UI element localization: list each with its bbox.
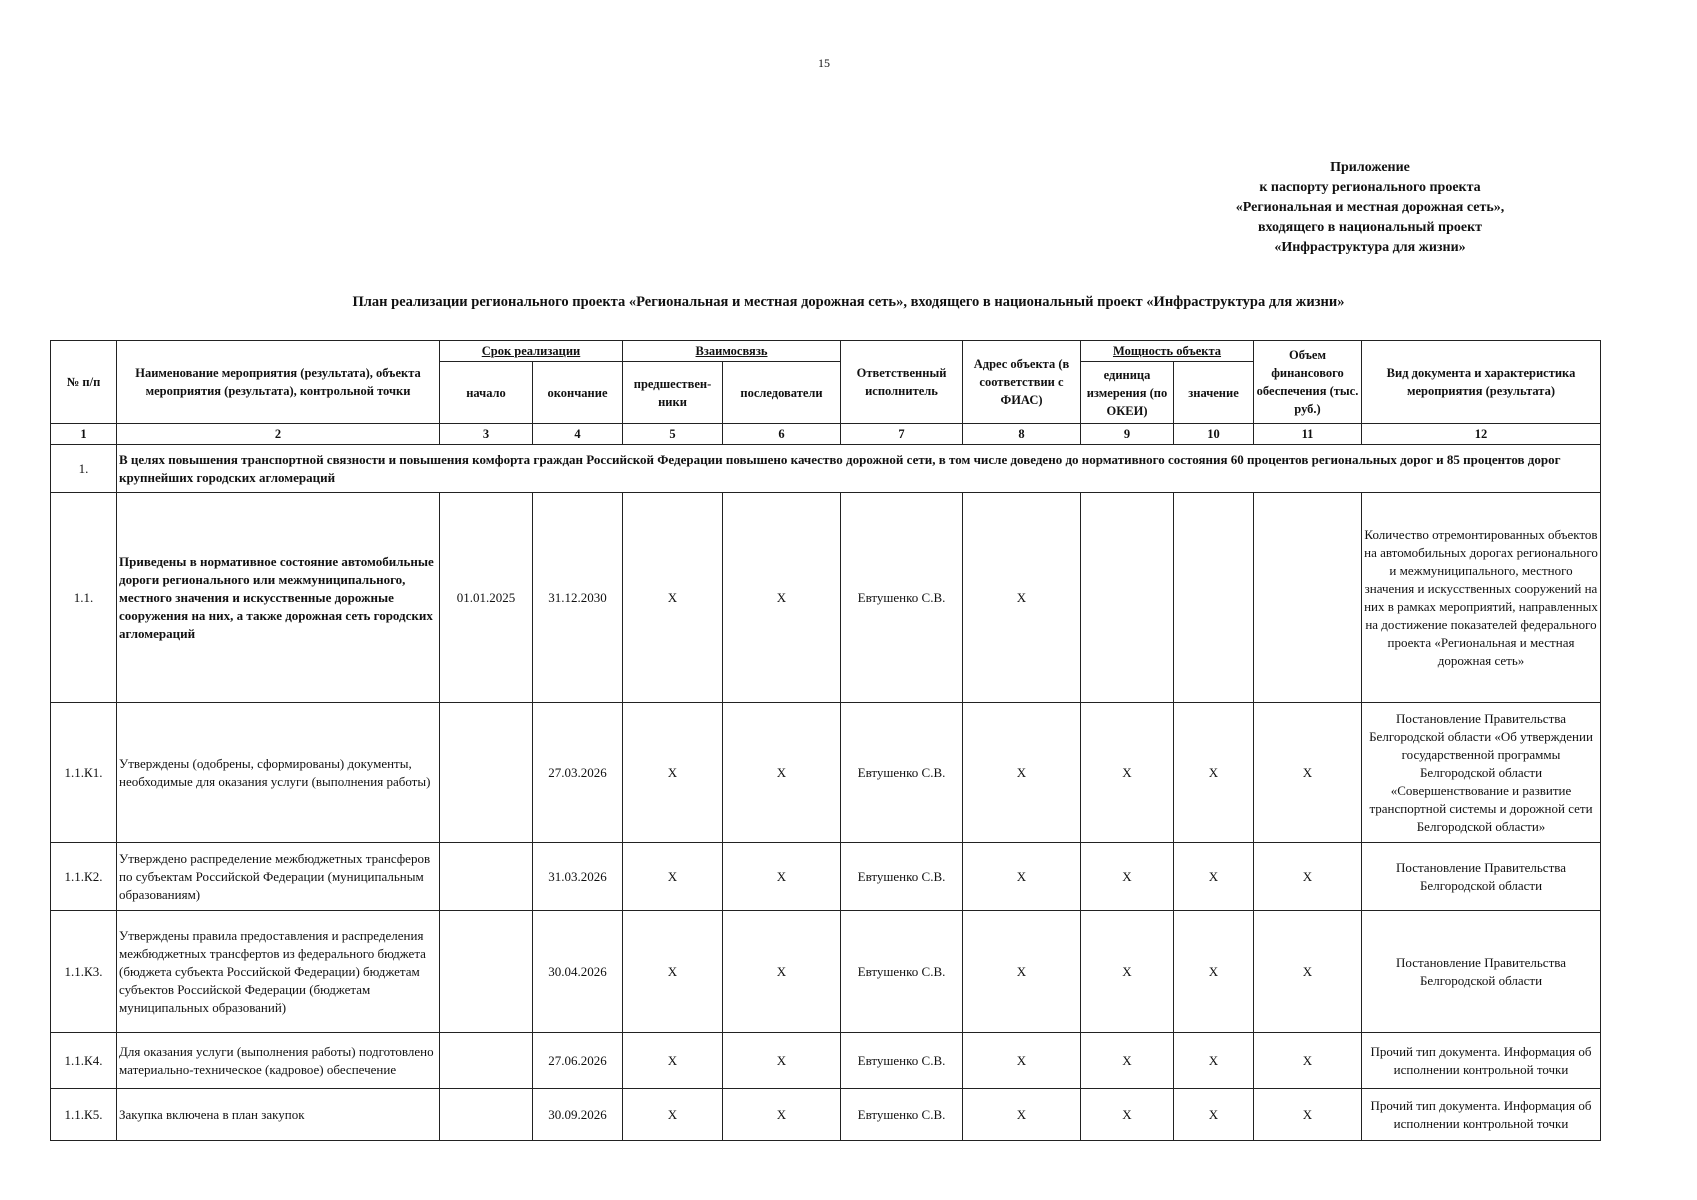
row-name: Утверждено распределение межбюджетных трансферов по субъектам Российской Федерации (муниципальным образованиям) [117, 843, 440, 911]
row-address: X [963, 703, 1081, 843]
row-name: Утверждены правила предоставления и распределения межбюджетных трансфертов из федерального бюджета (бюджета субъекта Российской Федерации) бюджетам субъектов Российской Федерации (бюджетам муниципальных образований) [117, 911, 440, 1033]
row-finance: X [1254, 1089, 1362, 1141]
row-doc: Постановление Правительства Белгородской области «Об утверждении государственной программы Белгородской области «Совершенствование и развитие транспортной системы и дорожной сети Белгородской области» [1362, 703, 1601, 843]
column-index: 5 [623, 424, 723, 445]
row-executor: Евтушенко С.В. [841, 493, 963, 703]
header-capacity: Мощность объекта [1081, 341, 1254, 362]
row-successors: X [723, 1089, 841, 1141]
row-end: 30.09.2026 [533, 1089, 623, 1141]
row-name: Утверждены (одобрены, сформированы) документы, необходимые для оказания услуги (выполнения работы) [117, 703, 440, 843]
header-num: № п/п [51, 341, 117, 424]
row-start [440, 703, 533, 843]
appendix-line: «Инфраструктура для жизни» [1274, 240, 1466, 255]
row-value: X [1174, 843, 1254, 911]
row-unit: X [1081, 1033, 1174, 1089]
row-name: Закупка включена в план закупок [117, 1089, 440, 1141]
row-finance: X [1254, 911, 1362, 1033]
header-period: Срок реализации [440, 341, 623, 362]
row-end: 30.04.2026 [533, 911, 623, 1033]
row-num: 1.1.К2. [51, 843, 117, 911]
header-executor: Ответственный исполнитель [841, 341, 963, 424]
row-name: Для оказания услуги (выполнения работы) подготовлено материально-техническое (кадровое) обеспечение [117, 1033, 440, 1089]
row-executor: Евтушенко С.В. [841, 703, 963, 843]
row-successors: X [723, 911, 841, 1033]
table-row [51, 911, 1601, 1033]
column-index: 7 [841, 424, 963, 445]
row-unit: X [1081, 843, 1174, 911]
row-address: X [963, 911, 1081, 1033]
row-address: X [963, 493, 1081, 703]
row-value: X [1174, 1089, 1254, 1141]
row-doc: Прочий тип документа. Информация об исполнении контрольной точки [1362, 1033, 1601, 1089]
header-address: Адрес объекта (в соответствии с ФИАС) [963, 341, 1081, 424]
row-num: 1.1. [51, 493, 117, 703]
column-index: 10 [1174, 424, 1254, 445]
column-index: 6 [723, 424, 841, 445]
row-doc: Количество отремонтированных объектов на автомобильных дорогах регионального и межмуниципального, местного значения и искусственных сооружений на них в рамках мероприятий, направленных на достижение показателей федерального проекта «Региональная и местная дорожная сеть» [1362, 493, 1601, 703]
row-unit: X [1081, 1089, 1174, 1141]
column-index: 8 [963, 424, 1081, 445]
row-num: 1.1.К4. [51, 1033, 117, 1089]
row-end: 27.03.2026 [533, 703, 623, 843]
row-unit: X [1081, 703, 1174, 843]
table-row [51, 843, 1601, 911]
row-start [440, 911, 533, 1033]
header-link: Взаимосвязь [623, 341, 841, 362]
column-index: 2 [117, 424, 440, 445]
row-address: X [963, 843, 1081, 911]
row-address: X [963, 1033, 1081, 1089]
appendix-line: к паспорту регионального проекта [1259, 180, 1481, 195]
page-number: 15 [818, 56, 830, 70]
row-num: 1.1.К3. [51, 911, 117, 1033]
row-doc: Постановление Правительства Белгородской области [1362, 911, 1601, 1033]
row-start: 01.01.2025 [440, 493, 533, 703]
header-capacity-unit: единица измерения (по ОКЕИ) [1081, 362, 1174, 424]
header-name: Наименование мероприятия (результата), объекта мероприятия (результата), контрольной точки [117, 341, 440, 424]
row-start [440, 1089, 533, 1141]
row-executor: Евтушенко С.В. [841, 843, 963, 911]
row-finance: X [1254, 1033, 1362, 1089]
row-value [1174, 493, 1254, 703]
column-index: 9 [1081, 424, 1174, 445]
appendix-line: «Региональная и местная дорожная сеть», [1235, 200, 1505, 215]
row-num: 1.1.К5. [51, 1089, 117, 1141]
row-value: X [1174, 703, 1254, 843]
row-unit: X [1081, 911, 1174, 1033]
column-index: 12 [1362, 424, 1601, 445]
row-successors: X [723, 843, 841, 911]
row-end: 27.06.2026 [533, 1033, 623, 1089]
row-predecessors: X [623, 1033, 723, 1089]
table-row [51, 1089, 1601, 1141]
column-index: 3 [440, 424, 533, 445]
header-finance: Объем финансового обеспечения (тыс. руб.) [1254, 341, 1362, 424]
row-doc: Прочий тип документа. Информация об исполнении контрольной точки [1362, 1089, 1601, 1141]
row-predecessors: X [623, 911, 723, 1033]
row-start [440, 1033, 533, 1089]
row-num: 1.1.К1. [51, 703, 117, 843]
row-unit [1081, 493, 1174, 703]
row-predecessors: X [623, 493, 723, 703]
header-doc: Вид документа и характеристика мероприятия (результата) [1362, 341, 1601, 424]
plan-table [50, 340, 1601, 1141]
appendix-line: Приложение [1330, 160, 1410, 175]
header-capacity-value: значение [1174, 362, 1254, 424]
column-index: 11 [1254, 424, 1362, 445]
row-finance: X [1254, 843, 1362, 911]
row-successors: X [723, 703, 841, 843]
header-link-successors: последователи [723, 362, 841, 424]
table-row [51, 1033, 1601, 1089]
row-value: X [1174, 911, 1254, 1033]
row-end: 31.03.2026 [533, 843, 623, 911]
appendix-line: входящего в национальный проект [1257, 220, 1483, 235]
section-row [51, 445, 1601, 493]
row-executor: Евтушенко С.В. [841, 1089, 963, 1141]
header-link-predecessors: предшествен-ники [623, 362, 723, 424]
row-value: X [1174, 1033, 1254, 1089]
column-index: 4 [533, 424, 623, 445]
row-finance: X [1254, 703, 1362, 843]
table-row [51, 703, 1601, 843]
appendix-note [1190, 158, 1550, 258]
row-predecessors: X [623, 1089, 723, 1141]
row-name: Приведены в нормативное состояние автомобильные дороги регионального или межмуниципального, местного значения и искусственные дорожные сооружения на них, а также дорожная сеть городских агломераций [117, 493, 440, 703]
row-doc: Постановление Правительства Белгородской области [1362, 843, 1601, 911]
row-address: X [963, 1089, 1081, 1141]
row-successors: X [723, 1033, 841, 1089]
row-predecessors: X [623, 703, 723, 843]
row-executor: Евтушенко С.В. [841, 911, 963, 1033]
document-title: План реализации регионального проекта «Региональная и местная дорожная сеть», входящего в национальный проект «Инфраструктура для жизни» [352, 294, 1345, 310]
column-index: 1 [51, 424, 117, 445]
row-successors: X [723, 493, 841, 703]
row-start [440, 843, 533, 911]
table-row [51, 493, 1601, 703]
row-executor: Евтушенко С.В. [841, 1033, 963, 1089]
row-predecessors: X [623, 843, 723, 911]
section-text: В целях повышения транспортной связности и повышения комфорта граждан Российской Федерации повышено качество дорожной сети, в том числе доведено до нормативного состояния 60 процентов региональных дорог и 85 процентов дорог крупнейших городских агломераций [117, 445, 1601, 493]
header-period-end: окончание [533, 362, 623, 424]
header-period-start: начало [440, 362, 533, 424]
row-finance [1254, 493, 1362, 703]
section-num: 1. [51, 445, 117, 493]
row-end: 31.12.2030 [533, 493, 623, 703]
